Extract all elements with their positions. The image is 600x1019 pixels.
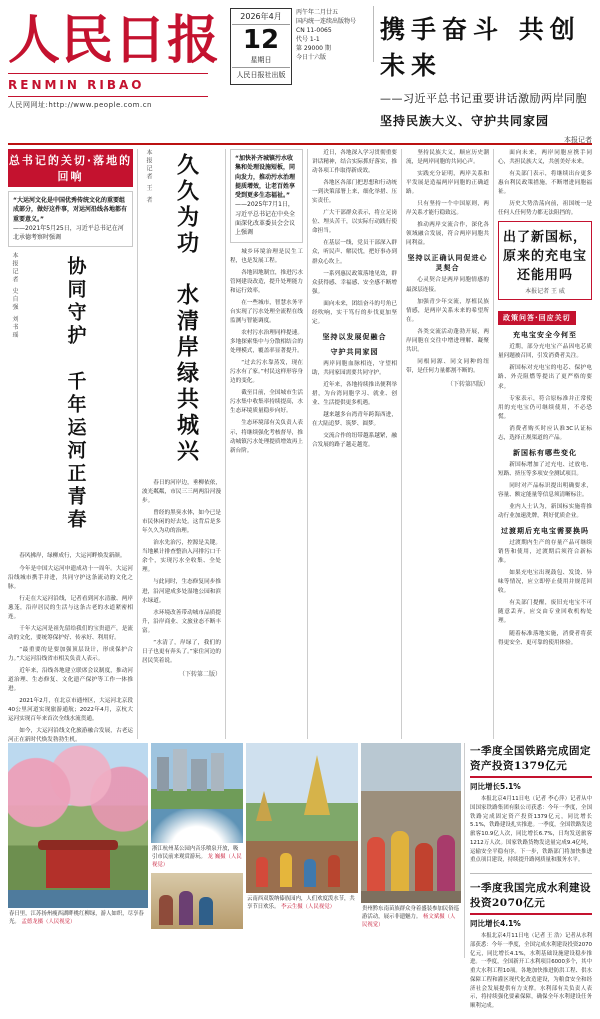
brief-headline: 一季度我国完成水利建设投资2070亿元 [470, 882, 591, 909]
blossom-park-photo [8, 743, 148, 908]
para: 水环境改善带动城市品质提升，沿岸商业、文旅业态不断丰富。 [142, 609, 221, 634]
logo-divider [8, 73, 208, 74]
body-c [230, 248, 303, 456]
para: 有关部门表示，将继续出台更多惠台利民政策措施，不断增进同胞福祉。 [498, 171, 592, 196]
headline-b: 久久为功 水清岸绿共城兴 [173, 153, 200, 465]
continued-note-e: （下转第四版） [446, 380, 489, 388]
question-1: 充电宝安全今何至 [513, 331, 577, 340]
publisher: 人民日报社出版 [236, 71, 286, 79]
continued-note-b: （下转第二版） [178, 670, 221, 678]
para: 各地区各部门把思想和行动统一到决策部署上来，细化举措、压实责任。 [312, 180, 397, 205]
body-e2 [406, 276, 489, 375]
issue-meta [296, 6, 374, 62]
article-columns [8, 149, 592, 744]
photo-caption: 浙江杭州某公园内音乐喷泉开放，吸引市民前来观赏游玩。 龙 巍摄（人民视觉） [152, 846, 242, 869]
quote-source-a: ——2021年5月25日，习近平总书记在河北承德考察时强调 [13, 224, 124, 242]
feature-article-box [498, 221, 592, 300]
para: 各地因地制宜，推进污水管网建设改造，提升处理能力和运行效率。 [230, 269, 303, 294]
para: 治水先治污，控源是关键。当地累计排查整治入河排污口千余个，实现污水全收集、全处理。 [142, 540, 221, 574]
photo-caption: 贵州黔东南苗族群众身着盛装参加民俗巡游活动，展示非遗魅力。 杨文斌摄（人民视觉） [362, 906, 460, 929]
para: 本报北京4月11日电（记者 王 浩）记者从水利部获悉：今年一季度，全国完成水利建设投资2070亿元，同比增长4.1%，水利基础设施建设稳步推进。一季度，全国新开工水利项目6000多个，其中重大水利工程10项。各地加快推进防洪工程、供水保障工程和灌区现代化改造建设，为粮食安全和经济社会发展提供有力支撑。水利部有关负责人表示，将持续强化要素保障，确保全年水利建设任务顺利完成。 [470, 933, 592, 1009]
para: 推动两岸交流合作，深化各领域融合发展，符合两岸同胞共同利益。 [406, 222, 489, 247]
para: 同根同源、同文同种的纽带，是任何力量都割不断的。 [406, 358, 489, 374]
briefs-column [464, 743, 592, 1009]
photo-strip [8, 743, 592, 1009]
para: 千年大运河是祖先留给我们的宝贵遗产，是流动的文化，要统筹保护好、传承好、利用好。 [8, 625, 133, 641]
para: 行走在大运河沿线，记者看到河水清澈、两岸葱茏，沿岸居民的生活与这条古老的水道紧密相连。 [8, 595, 133, 620]
para: 面向未来，团结奋斗的号角已经吹响，实干笃行的步伐更加坚定。 [312, 300, 397, 325]
para: 近期，部分充电宝产品因电芯质量问题被召回，引发消费者关注。 [498, 344, 592, 360]
policy-tag-wrap [498, 305, 592, 325]
brief-rule [470, 913, 592, 915]
photo-cell-splash [246, 743, 358, 958]
column-e [402, 149, 494, 739]
photo-credit: 杨文斌摄（人民视觉） [362, 914, 456, 929]
brief-rule [470, 776, 592, 778]
para: 专家表示，符合原标准并正常使用的充电宝仍可继续使用，不必恐慌。 [498, 395, 592, 420]
photo-credit: 龙 巍摄（人民视觉） [152, 854, 242, 869]
para: 今年是中国大运河申遗成功十一周年。大运河沿线城市携手并进，共同守护这条流动的文化之脉。 [8, 565, 133, 590]
lead-headline: 携手奋斗 共创未来 [380, 15, 581, 80]
para: 农村污水治理同样提速。多地探索集中与分散相结合的处理模式，覆盖率显著提升。 [230, 330, 303, 355]
brief-headline: 一季度全国铁路完成固定资产投资1379亿元 [470, 745, 591, 772]
logo-divider-2 [8, 96, 208, 97]
para: 近年来，沿线各地建立联席会议制度，推动河道治理、生态修复、文化遗产保护等工作一体推进。 [8, 668, 133, 693]
brief-subhead: 同比增长4.1% [470, 919, 521, 928]
lead-headline-block [374, 6, 592, 145]
para: 面向未来，两岸同胞应携手同心，共担民族大义，共创美好未来。 [498, 150, 592, 166]
para: 2021年2月，在北京市通州区，大运河北京段40公里河道实现旅游通航；2022年4月，京杭大运河实现百年来首次全线水流贯通。 [8, 698, 133, 723]
date-day: 12 [242, 25, 280, 55]
policy-qa-tag: 政策问答·回应关切 [498, 311, 576, 325]
quote-text-a: “大运河文化是中国优秀传统文化的重要组成部分，做好这件事，对运河沿线各地都有重要意义。” [13, 197, 128, 223]
para: 实践充分证明，两岸关系和平发展是造福两岸同胞的正确道路。 [406, 171, 489, 196]
body-e [406, 149, 489, 248]
answer-2 [498, 461, 592, 521]
issn-label: 国内统一连续出版物号 [296, 18, 357, 25]
answer-1 [498, 343, 592, 442]
photo-cell-fountain [151, 743, 243, 958]
para: 生态环境部有关负责人表示，将继续强化考核督导，推动城镇污水处理提质增效再上新台阶。 [230, 420, 303, 454]
quote-source-c: ——2025年7月1日，习近平总书记在中央全面深化改革委员会会议上强调 [235, 201, 296, 237]
quote-text-c: “加快补齐城镇污水收集和处理设施短板，同向发力，推动污水治理提质增效，让老百姓享受到更多生态福祉。” [235, 155, 296, 200]
pages-today: 今日十六版 [296, 54, 327, 61]
para: 消费者购买时应认准3C认证标志，选择正规渠道的产品。 [498, 425, 592, 441]
para: 本报北京4月11日电（记者 李心萍）记者从中国国家铁路集团有限公司获悉：今年一季度，全国铁路完成固定资产投资1379亿元，同比增长5.1%，铁路建设扎实推进。一季度，全国铁路发送旅客10.9亿人次，同比增长6.7%，日均发送旅客1212万人次。国家铁路货物发送量完成9.4亿吨，运输安全平稳有序。下一步，铁路部门将加快推进重点项目建设，持续提升路网质量和服务水平。 [470, 796, 592, 864]
photo-cell-parade [361, 743, 461, 958]
para: 过渡期内生产的存量产品可继续销售和使用，过渡期后须符合新标准。 [498, 540, 592, 565]
body-d [312, 149, 397, 327]
date-block [230, 8, 292, 85]
question-3: 过渡期后充电宝需要换吗 [501, 527, 589, 536]
para: 近日，各地深入学习贯彻重要讲话精神，结合实际抓好落实，推动各项工作取得新成效。 [312, 150, 397, 175]
para: 各类交流活动蓬勃开展，两岸同胞在交往中增进理解、凝聚共识。 [406, 328, 489, 353]
lead-subhead: ——习近平总书记重要讲话激励两岸同胞 [380, 92, 587, 105]
para: “过去污水靠蒸发，现在污水有了家。”村民这样形容身边的变化。 [230, 360, 303, 385]
water-splash-photo [246, 743, 358, 893]
para: 曾经的黑臭水体，如今已是市民休闲的好去处。这背后是多年久久为功的治理。 [142, 510, 221, 535]
para: 坚持民族大义，顺应历史潮流，是两岸同胞的共同心声。 [406, 150, 489, 166]
photo-credit: 李云生摄（人民视觉） [281, 904, 335, 911]
issn-number: CN 11-0065 [296, 27, 332, 34]
photo-caption: 云南西双版纳傣族园内，人们欢度泼水节，共享节日欢乐。 李云生摄（人民视觉） [247, 896, 355, 911]
answer-3 [498, 539, 592, 648]
para: 与此同时，生态修复同步推进，沿河建成多处湿地公园和滨水绿道。 [142, 579, 221, 604]
para: 同时对产品标识提出明确要求，容量、额定能量等信息须清晰标注。 [498, 482, 592, 498]
section-ribbon: 总书记的关切·落地的回响 [8, 149, 133, 187]
para: 有关部门提醒，废旧充电宝不可随意丢弃，应交由专业回收机构处理。 [498, 600, 592, 625]
vertical-title-wrap-a [8, 252, 133, 552]
para: 春日的河岸边，垂柳依依，波光粼粼，市民三三两两沿河漫步。 [142, 480, 221, 505]
lead-byline: 本报记者 [564, 136, 592, 144]
body-d2 [312, 360, 397, 450]
body-f [498, 149, 592, 218]
photo-cell-blossom [8, 743, 148, 958]
para: 心灵契合是两岸同胞情感的最深层连接。 [406, 277, 489, 293]
subheading-d2: 守护共同家园 [330, 347, 379, 356]
para: 春风拂岸，绿柳成行，大运河畔焕发新颜。 [19, 553, 126, 560]
para: 近年来，各地持续推出便利举措，为台湾同胞学习、就业、创业、生活提供更多机遇。 [312, 381, 397, 407]
city-fountain-photo [151, 743, 243, 843]
brief-item [470, 743, 592, 874]
lunar-date: 丙午年二月廿五 [296, 9, 339, 16]
photo-caption: 春日里，江苏扬州瘦西湖畔桃红柳绿，游人如织，尽享春光。 孟德龙摄（人民视觉） [9, 911, 144, 926]
para: 城乡环境治理是民生工程，也是发展工程。 [230, 248, 303, 264]
para: 新国标对充电宝的电芯、保护电路、外壳阻燃等提出了更严格的要求。 [498, 365, 592, 390]
quote-box-a [8, 191, 133, 247]
feature-headline: 出了新国标，原来的充电宝还能用吗 [503, 230, 588, 284]
para: 随着标准落地实施，消费者将获得更安全、更可靠的使用体验。 [498, 630, 592, 646]
para: 截至目前，全国城市生活污水集中收集率持续提高，水生态环境质量稳步向好。 [230, 390, 303, 415]
para: 在一些城市，智慧水务平台实现了污水处理全流程在线监测与智能调度。 [230, 299, 303, 324]
para: 在基层一线，党员干部深入群众，听民声、解民忧，把好事办到群众心坎上。 [312, 240, 397, 265]
body-b [142, 479, 221, 666]
para: 一系列惠民政策落地见效，群众获得感、幸福感、安全感不断增强。 [312, 270, 397, 295]
para: 加强青少年交流，厚植民族情感，是两岸关系未来的希望所在。 [406, 298, 489, 323]
column-a [8, 149, 138, 744]
brief-body [470, 932, 592, 1011]
byline-b: 本报记者 王 者 [145, 149, 152, 205]
para: 新国标增加了过充电、过放电、短路、挤压等多项安全测试项目。 [498, 461, 592, 477]
brief-item [470, 880, 592, 1019]
para: 业内人士认为，新国标实施将推动行业加速洗牌，利好优质企业。 [498, 503, 592, 520]
para: 如今，大运河沿线文化旅游融合发展，古老运河正在新时代焕发勃勃生机。 [8, 728, 133, 744]
brief-body [470, 795, 592, 865]
subheading-e1: 坚持以正确认同促进心灵契合 [407, 254, 488, 273]
para: 只有坚持一个中国原则，两岸关系才能行稳致远。 [406, 201, 489, 217]
photo-credit: 孟德龙摄（人民视觉） [21, 919, 76, 926]
headline-a: 协同守护 千年运河正青春 [64, 256, 87, 533]
para: 如果充电宝出现鼓包、发烫、异味等情况，应立即停止使用并规范回收。 [498, 570, 592, 595]
vertical-title-wrap-b [142, 149, 221, 479]
postal-code: 代号 1-1 [296, 36, 320, 43]
newspaper-logo: 人民日报 [8, 10, 221, 71]
masthead [8, 6, 592, 145]
issue-number: 第 29000 期 [296, 45, 331, 52]
lead-subhead-2: 坚持民族大义、守护共同家园 [380, 114, 550, 128]
para: 交流合作的纽带越系越紧，融合发展的路子越走越宽。 [312, 433, 397, 449]
brief-subhead: 同比增长5.1% [470, 782, 521, 791]
column-f [494, 149, 592, 739]
date-year-month: 2026年4月 [232, 11, 290, 25]
column-b [138, 149, 226, 739]
masthead-brand [8, 6, 226, 110]
folk-secondary-photo [151, 873, 243, 929]
column-c [226, 149, 308, 739]
para: “最重要的是要加强顶层设计，形成保护合力。”大运河沿线省市相关负责人表示。 [8, 646, 133, 662]
para: 广大干部群众表示，将立足岗位、埋头苦干，以实际行动践行使命担当。 [312, 210, 397, 235]
para: 历史大势浩荡向前，祖国统一是任何人任何势力都无法阻挡的。 [498, 201, 592, 217]
quote-box-c [230, 149, 303, 243]
para: “水清了，岸绿了，我们的日子也更有奔头了。”家住河边的居民笑着说。 [142, 639, 221, 664]
subheading-d1: 坚持以发展促融合 [322, 332, 387, 341]
column-d [308, 149, 402, 739]
para: 越来越多台湾青年跨海西进，在大陆追梦、筑梦、圆梦。 [312, 412, 397, 428]
para: 两岸同胞血脉相连，守望相助，共同家园需要共同守护。 [312, 360, 397, 376]
website-line: 人民网网址:http://www.people.com.cn [8, 100, 152, 109]
feature-byline: 本报记者 王 威 [525, 288, 565, 296]
byline-a: 本报记者 史自强 刘书瑶 [11, 252, 18, 341]
date-weekday: 星期日 [232, 55, 290, 68]
folk-parade-photo [361, 743, 461, 903]
newspaper-pinyin: RENMIN RIBAO [8, 77, 145, 92]
question-2: 新国标有哪些变化 [513, 448, 577, 457]
